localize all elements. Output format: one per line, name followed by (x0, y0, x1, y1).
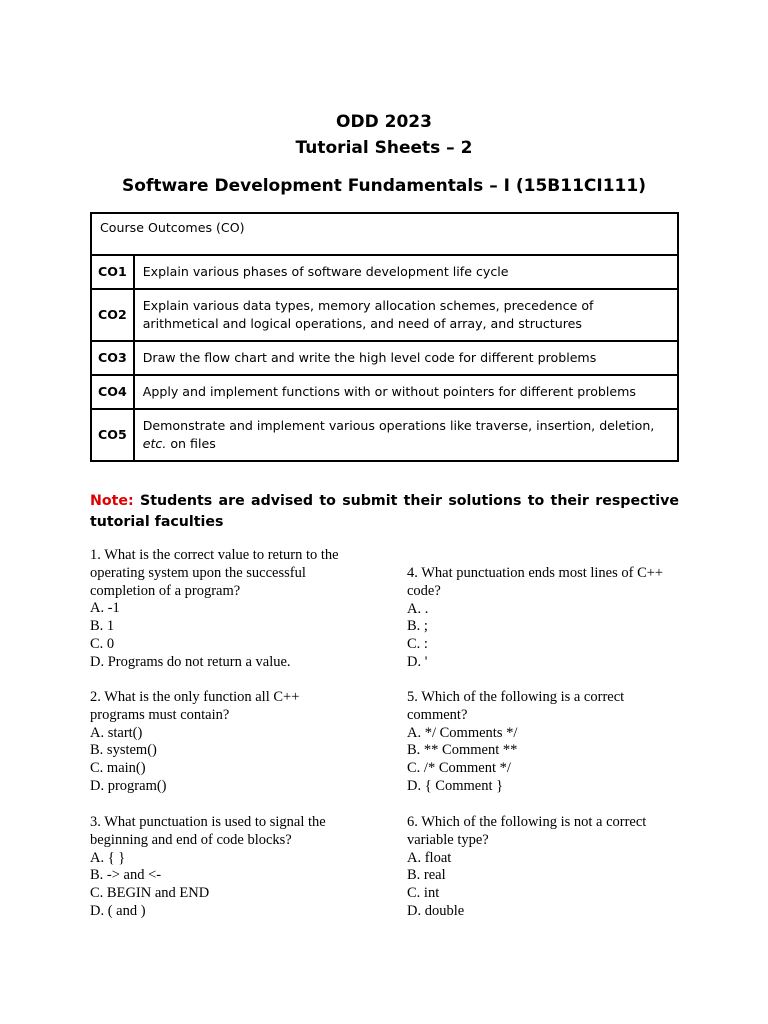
co-description (134, 289, 678, 341)
question-text-line: 5. Which of the following is a correct (407, 689, 625, 705)
question-3 (90, 814, 380, 921)
table-row (91, 375, 678, 409)
answer-option: D. ( and ) (90, 902, 146, 919)
answer-option: B. -> and <- (90, 867, 162, 884)
table-row (91, 255, 678, 289)
answer-option: B. real (407, 867, 446, 884)
co-description: Explain various phases of software development life cycle (134, 255, 678, 289)
table-heading: Course Outcomes (CO) (100, 220, 245, 235)
co-description-line: Demonstrate and implement various operations like traverse, insertion, deletion, (142, 418, 655, 433)
table-row (91, 341, 678, 375)
term-title: ODD 2023 (336, 112, 432, 132)
answer-option: D. Programs do not return a value. (90, 653, 291, 670)
co-description-italic: etc. (142, 436, 167, 451)
question-4 (407, 565, 697, 672)
co-code: CO3 (91, 341, 134, 375)
answer-option: D. double (407, 902, 465, 919)
answer-option: D. ' (407, 653, 428, 670)
answer-option: D. program() (90, 777, 167, 794)
table-row (91, 409, 678, 461)
co-description-line: Explain various data types, memory allocation schemes, precedence of (142, 298, 594, 313)
question-text-line: 1. What is the correct value to return to the (90, 547, 339, 563)
answer-option: C. : (407, 636, 428, 653)
note-label: Note: (90, 493, 134, 509)
question-text-line: programs must contain? (90, 706, 230, 723)
table-header-row (91, 213, 678, 255)
answer-option: B. system() (90, 742, 157, 759)
question-text-line: 4. What punctuation ends most lines of C++ (407, 565, 664, 581)
answer-option: B. ** Comment ** (407, 742, 518, 759)
question-text-line: code? (407, 582, 441, 599)
question-text-line: completion of a program? (90, 582, 241, 599)
question-text-line: beginning and end of code blocks? (90, 831, 292, 848)
answer-option: B. ; (407, 618, 428, 635)
answer-option: A. { } (90, 849, 126, 866)
answer-option: C. BEGIN and END (90, 885, 210, 902)
question-6 (407, 814, 697, 921)
course-outcomes-table (90, 212, 679, 462)
answer-option: A. . (407, 600, 429, 617)
co-description-line: arithmetical and logical operations, and need of array, and structures (142, 316, 582, 331)
co-code: CO4 (91, 375, 134, 409)
answer-option: C. /* Comment */ (407, 760, 511, 777)
sheet-title: Tutorial Sheets – 2 (295, 138, 473, 158)
question-text-line: 6. Which of the following is not a correct (407, 814, 647, 830)
question-text-line: operating system upon the successful (90, 564, 306, 581)
answer-option: C. main() (90, 760, 146, 777)
co-code: CO5 (91, 409, 134, 461)
answer-option: A. -1 (90, 600, 120, 617)
answer-option: A. */ Comments */ (407, 724, 518, 741)
answer-option: B. 1 (90, 618, 115, 635)
table-row (91, 289, 678, 341)
co-description: Draw the flow chart and write the high level code for different problems (134, 341, 678, 375)
co-code: CO1 (91, 255, 134, 289)
note-text: Students are advised to submit their solutions to their respective tutorial faculties (90, 493, 679, 530)
co-description (134, 409, 678, 461)
question-text-line: 3. What punctuation is used to signal the (90, 814, 326, 830)
course-title: Software Development Fundamentals – I (15B11CI111) (122, 176, 646, 196)
question-2 (90, 689, 380, 796)
answer-option: A. start() (90, 724, 143, 741)
question-5 (407, 689, 697, 796)
co-code: CO2 (91, 289, 134, 341)
answer-option: C. 0 (90, 635, 115, 652)
table-heading-cell (91, 213, 678, 255)
answer-option: D. { Comment } (407, 777, 504, 794)
question-text-line: 2. What is the only function all C++ (90, 689, 300, 705)
co-description: Apply and implement functions with or without pointers for different problems (134, 375, 678, 409)
answer-option: A. float (407, 849, 452, 866)
question-1 (90, 547, 380, 672)
co-description-line (143, 435, 669, 453)
question-text-line: comment? (407, 706, 468, 723)
question-text-line: variable type? (407, 831, 489, 848)
co-description-rest: on files (166, 436, 216, 451)
note-paragraph (90, 491, 679, 533)
answer-option: C. int (407, 885, 440, 902)
